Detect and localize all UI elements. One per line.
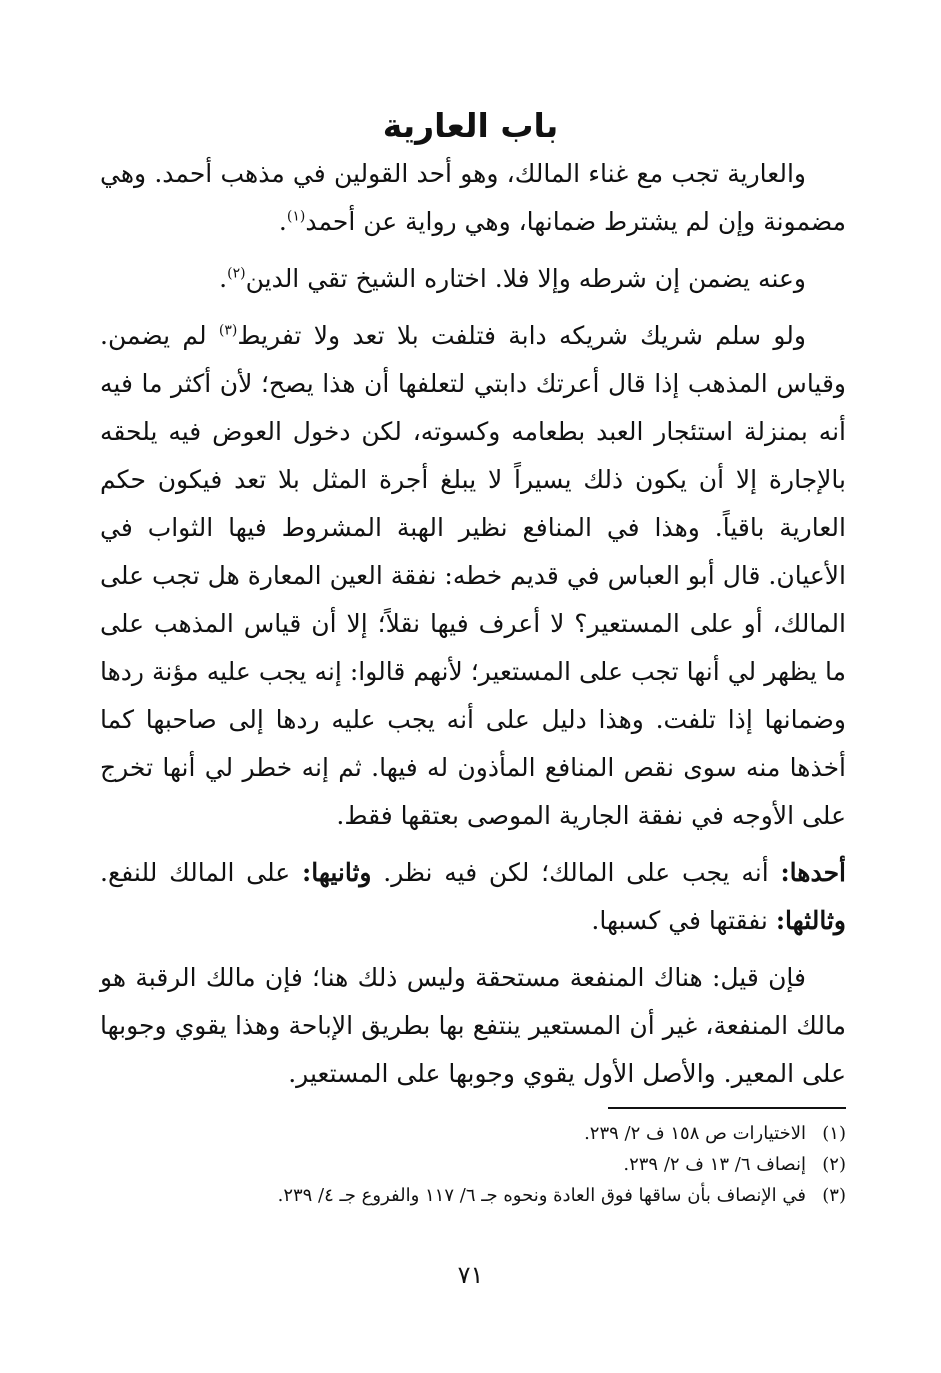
label-second: وثانيها: (301, 858, 372, 887)
text-first: أنه يجب على المالك؛ لكن فيه نظر. (371, 858, 781, 887)
paragraph-4 (100, 849, 846, 945)
text-third: نفقتها في كسبها. (591, 906, 776, 935)
page-number: ٧١ (457, 1261, 484, 1289)
main-text (100, 150, 846, 1107)
paragraph-2-end: . (219, 264, 228, 293)
footnote-3 (100, 1180, 846, 1211)
footnote-number: (٣) (822, 1185, 846, 1206)
footnote-divider (608, 1107, 846, 1109)
footnote-number: (٢) (822, 1154, 846, 1175)
footnote-2 (100, 1149, 846, 1180)
footnote-ref-1: (١) (286, 208, 306, 225)
paragraph-2 (100, 255, 846, 303)
label-third: وثالثها: (775, 906, 846, 935)
footnote-ref-2: (٢) (227, 265, 246, 282)
footnote-number: (١) (822, 1123, 846, 1144)
text-second: على المالك للنفع. (100, 858, 302, 887)
paragraph-1-text: والعارية تجب مع غناء المالك، وهو أحد القولين في مذهب أحمد. وهي مضمونة وإن لم يشترط ضمانها، وهي رواية عن أحمد (100, 159, 846, 236)
paragraph-2-text: وعنه يضمن إن شرطه وإلا فلا. اختاره الشيخ تقي الدين (245, 264, 806, 293)
paragraph-1 (100, 150, 846, 246)
footnote-text: إنصاف ٦/ ١٣ ف ٢/ ٢٣٩. (623, 1154, 806, 1175)
label-first: أحدها: (780, 858, 846, 887)
footnote-text: في الإنصاف بأن ساقها فوق العادة ونحوه جـ ٦/ ١١٧ والفروع جـ ٤/ ٢٣٩. (277, 1185, 806, 1206)
paragraph-3 (100, 312, 846, 840)
paragraph-5 (100, 954, 846, 1098)
paragraph-3-rest: لم يضمن. وقياس المذهب إذا قال أعرتك دابتي لتعلفها أن هذا يصح؛ لأن أكثر ما فيه أنه بمنزلة استئجار العبد بطعامه وكسوته، لكن دخول العوض فيه يلحقه بالإجارة إلا أن يكون ذلك يسيراً لا يبلغ أجرة المثل بلا تعد فيكون حكم العارية باقياً. وهذا في المنافع نظير الهبة المشروط فيها الثواب في الأعيان. قال أبو العباس في قديم خطه: نفقة العين المعارة هل تجب على المالك، أو على المستعير؟ لا أعرف فيها نقلاً؛ إلا أن قياس المذهب على ما يظهر لي أنها تجب على المستعير؛ لأنهم قالوا: إنه يجب عليه مؤنة ردها وضمانها إذا تلفت. وهذا دليل على أنه يجب عليه ردها إلى صاحبها كما أخذها منه سوى نقص المنافع المأذون له فيها. ثم إنه خطر لي أنها تخرج على الأوجه في نفقة الجارية الموصى بعتقها فقط. (100, 321, 846, 830)
paragraph-3-text: ولو سلم شريك شريكه دابة فتلفت بلا تعد ولا تفريط (237, 321, 807, 350)
paragraph-5-text: فإن قيل: هناك المنفعة مستحقة وليس ذلك هنا؛ فإن مالك الرقبة هو مالك المنفعة، غير أن المستعير ينتفع بها بطريق الإباحة وهذا يقوي وجوبها على المعير. والأصل الأول يقوي وجوبها على المستعير. (100, 963, 846, 1088)
chapter-title: باب العارية (382, 106, 559, 145)
paragraph-1-end: . (278, 207, 287, 236)
footnote-1 (100, 1118, 846, 1149)
footnote-ref-3: (٣) (218, 322, 238, 339)
footnotes (100, 1118, 846, 1211)
footnote-text: الاختيارات ص ١٥٨ ف ٢/ ٢٣٩. (584, 1123, 806, 1144)
